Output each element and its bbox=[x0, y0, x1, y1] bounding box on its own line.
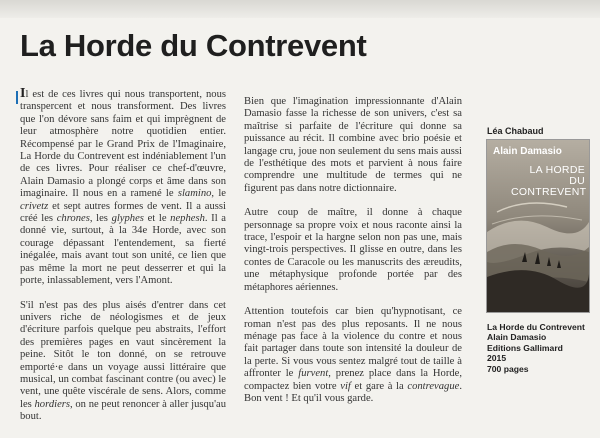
cover-illustration bbox=[487, 192, 589, 312]
article-title: La Horde du Contrevent bbox=[20, 28, 367, 63]
cover-author: Alain Damasio bbox=[493, 146, 562, 157]
book-publisher: Editions Gallimard bbox=[487, 342, 563, 353]
paragraph: Bien que l'imagination impressionnante d'Alain Damasio fasse la richesse de son univers, c'est sa maîtrise si parfaite de l'écriture qui donne sa puissance au récit. Il combine avec brio poésie et langage cru, joue non seulement du sens mais aussi de l'esthétique des mots et parvient à nous faire comprendre une multitude de termes qui ne figurent pas dans notre dictionnaire. bbox=[244, 96, 462, 194]
cover-title-line: LA HORDE bbox=[529, 164, 585, 176]
paragraph: Autre coup de maître, il donne à chaque personnage sa propre voix et nous raconte ainsi la trace, l'espoir et la hargne selon non pas une, mais vingt-trois perspectives. Il glisse en outre, dans les contes de Caracole ou les manuscrits des æreudits, une métaphysique profonde portée par des métaphores aériennes. bbox=[244, 207, 462, 293]
book-cover-image bbox=[487, 140, 589, 312]
article-column-2 bbox=[244, 96, 462, 417]
book-year: 2015 bbox=[487, 353, 507, 364]
paragraph: S'il n'est pas des plus aisés d'entrer dans cet univers riche de néologismes et de jeux d'écriture parfois quelque peu abstraits, l'effort des premières pages en vaut sincèrement la peine. Sitôt le ton donné, on se retrouve emporté·e dans un voyage aussi littéraire que musical, un combat fascinant contre (ou avec) le vent, une quête viscérale de sens. Alors, comme les hordiers, on ne peut renoncer à aller jusqu'au bout. bbox=[20, 299, 226, 423]
book-pages: 700 pages bbox=[487, 363, 529, 374]
book-author: Alain Damasio bbox=[487, 332, 547, 343]
book-title: La Horde du Contrevent bbox=[487, 322, 585, 332]
review-author: Léa Chabaud bbox=[487, 126, 544, 136]
page-top-edge bbox=[0, 0, 600, 18]
book-info bbox=[487, 322, 585, 374]
article-column-1 bbox=[20, 88, 226, 436]
lead-accent-bar bbox=[16, 91, 18, 104]
cover-title-line: DU CONTREVENT bbox=[511, 175, 587, 198]
paragraph: Il est de ces livres qui nous transportent, nous transpercent et nous transforment. Des livres que l'on dévore sans faim et qui imprègnent de leur atmosphère notre quotidien entier. Récompensé par le Grand Prix de l'Imaginaire, La Horde du Contrevent est indéniablement l'un de ces livres. Pour réaliser ce chef-d'œuvre, Alain Damasio a plongé corps et âme dans son imaginaire. Il nous en a ramené le slamino, le crivetz et sept autres formes de vent. Il a aussi créé les chrones, les glyphes et le nephesh. Il a donné vie, surtout, à la 34e Horde, avec son courage dépassant l'entendement, sa fierté inégalée, mais avant tout son unité, ce lien que pas même la mort ne peut desserrer et qui la porte, inlassablement, vers l'Amont. bbox=[20, 86, 226, 287]
paragraph: Attention toutefois car bien qu'hypnotisant, ce roman n'est pas des plus reposants. Il ne nous ménage pas face à la violence du contre et nous fait partager dans toute son intensité la douleur de la perte. Si vous vous sentez malgré tout de taille à affronter le furvent, prenez place dans la Horde, compactez bien votre vif et gare à la contrevague. Bon vent ! Et qu'il vous garde. bbox=[244, 306, 462, 404]
